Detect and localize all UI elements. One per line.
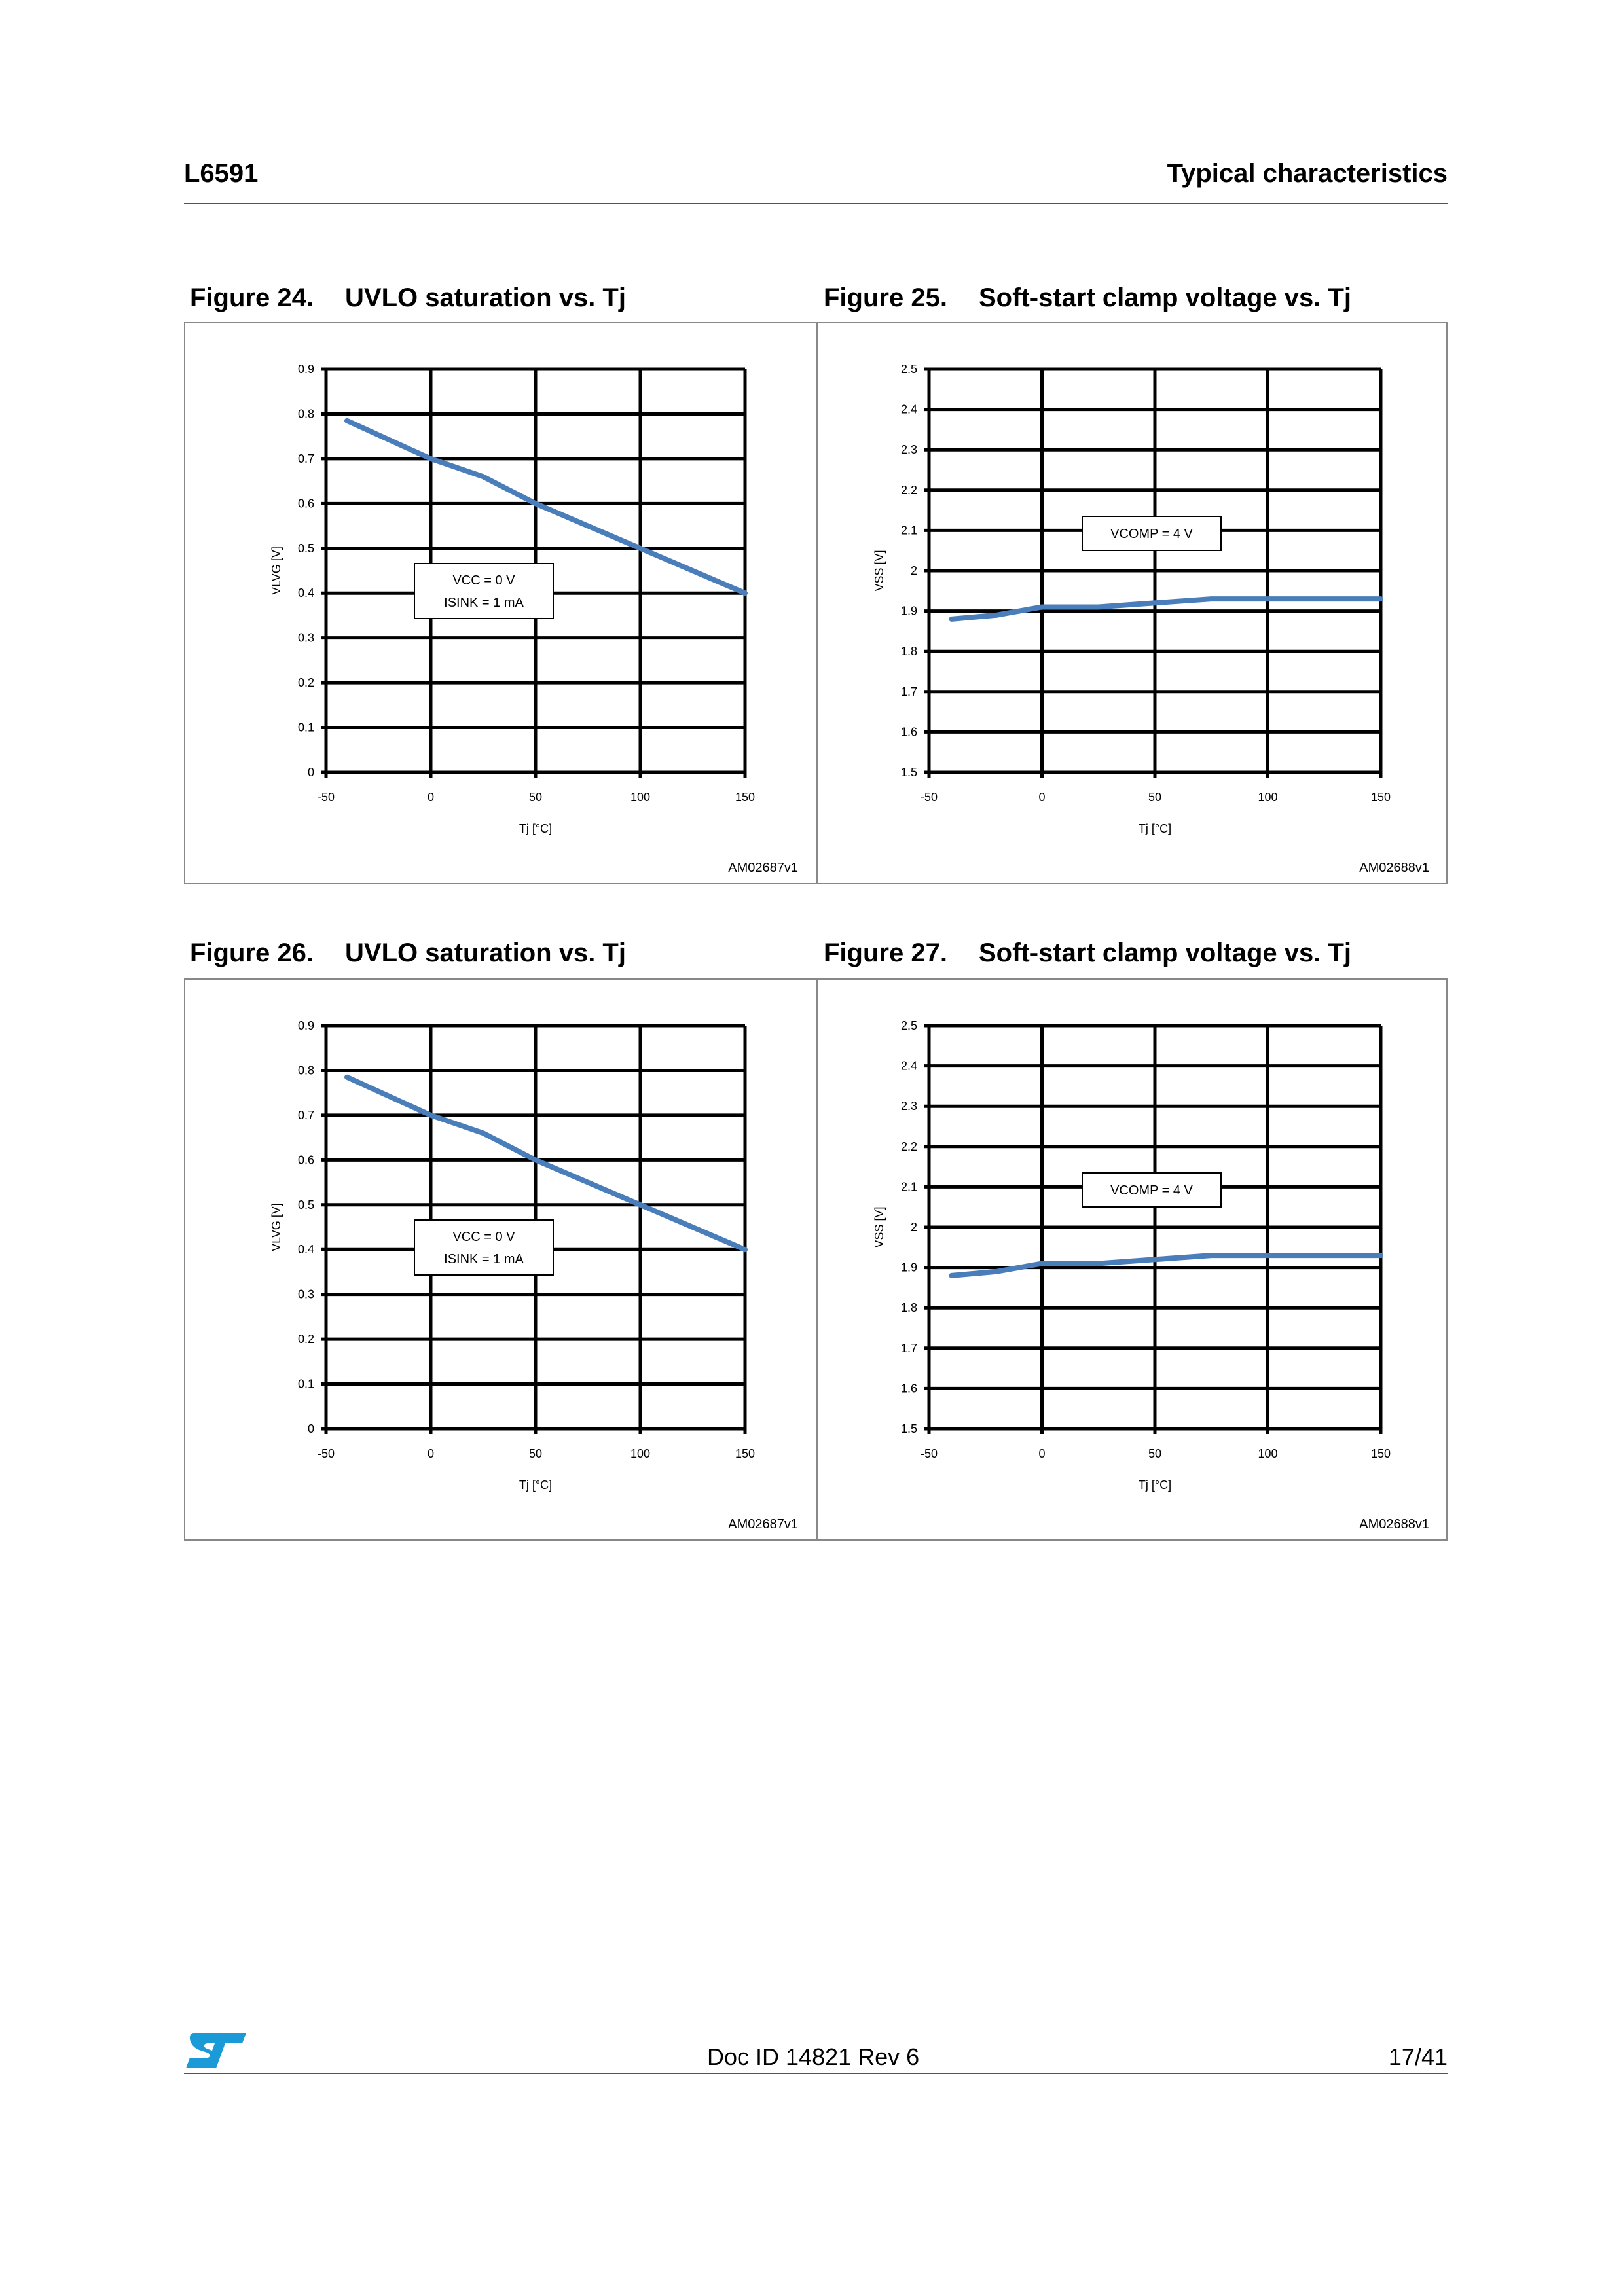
chart-figure-25 xyxy=(818,323,1446,883)
x-axis-label: Tj [°C] xyxy=(519,822,553,835)
y-tick-label: 1.8 xyxy=(900,1301,917,1315)
y-tick-label: 2.1 xyxy=(900,524,917,537)
data-point xyxy=(640,1204,641,1205)
st-logo-icon xyxy=(185,2030,247,2070)
y-tick-label: 0.5 xyxy=(297,1198,314,1211)
series-line xyxy=(952,599,1381,619)
y-tick-label: 2.3 xyxy=(900,1100,917,1113)
y-tick-label: 0.6 xyxy=(297,497,314,511)
y-tick-label: 2.5 xyxy=(900,1019,917,1032)
y-tick-label: 1.8 xyxy=(900,645,917,658)
y-tick-label: 2.3 xyxy=(900,443,917,457)
figure-number: Figure 26. xyxy=(190,939,314,967)
x-axis-label: Tj [°C] xyxy=(1138,1479,1172,1492)
y-tick-label: 0.3 xyxy=(297,1287,314,1301)
annotation-text: VCOMP = 4 V xyxy=(1110,1183,1193,1198)
x-tick-label: 150 xyxy=(1370,791,1391,804)
x-tick-label: 150 xyxy=(1370,1447,1391,1460)
data-point xyxy=(483,476,484,477)
figure-25-title xyxy=(824,283,1351,313)
chart-panel-figure-25 xyxy=(816,322,1448,884)
annotation-text: VCC = 0 V xyxy=(452,1230,515,1244)
data-point xyxy=(1211,599,1212,600)
y-tick-label: 1.7 xyxy=(900,685,917,698)
y-tick-label: 2 xyxy=(910,564,917,577)
y-tick-label: 1.9 xyxy=(900,604,917,618)
data-point xyxy=(1267,599,1268,600)
y-axis-label: VLVG [V] xyxy=(270,547,283,595)
x-tick-label: 0 xyxy=(1038,1447,1046,1460)
footer-rule xyxy=(184,2073,1448,2074)
y-tick-label: 1.7 xyxy=(900,1341,917,1355)
y-tick-label: 2.2 xyxy=(900,1139,917,1153)
data-point xyxy=(951,1275,952,1276)
doc-id: Doc ID 14821 Rev 6 xyxy=(707,2043,920,2070)
figure-24-title xyxy=(190,283,626,313)
x-tick-label: 0 xyxy=(1038,791,1046,804)
chart-figure-26 xyxy=(185,980,816,1539)
y-tick-label: 0.4 xyxy=(297,1243,314,1257)
x-tick-label: 0 xyxy=(427,1447,435,1460)
y-tick-label: 1.6 xyxy=(900,725,917,739)
header-rule xyxy=(184,203,1448,204)
x-tick-label: 100 xyxy=(630,1447,651,1460)
annotation-box xyxy=(414,564,553,619)
chart-figure-24 xyxy=(185,323,816,883)
y-tick-label: 1.9 xyxy=(900,1261,917,1274)
x-tick-label: 150 xyxy=(735,1447,756,1460)
y-tick-label: 0.2 xyxy=(297,1333,314,1346)
y-tick-label: 0.4 xyxy=(297,586,314,600)
figure-number: Figure 25. xyxy=(824,283,947,312)
figure-27-title xyxy=(824,939,1351,968)
x-tick-label: 50 xyxy=(1148,1447,1162,1460)
y-tick-label: 2.4 xyxy=(900,1059,917,1073)
chart-panel-figure-24 xyxy=(184,322,818,884)
y-tick-label: 2.5 xyxy=(900,363,917,376)
y-tick-label: 0.1 xyxy=(297,1377,314,1391)
y-tick-label: 2 xyxy=(910,1221,917,1234)
annotation-box xyxy=(414,1220,553,1275)
y-tick-label: 1.5 xyxy=(900,1422,917,1435)
page-number: 17/41 xyxy=(1388,2043,1448,2070)
x-tick-label: -50 xyxy=(317,1447,335,1460)
y-tick-label: 0.6 xyxy=(297,1153,314,1167)
annotation-text: ISINK = 1 mA xyxy=(444,596,524,610)
y-tick-label: 0 xyxy=(307,1422,314,1435)
annotation-text: VCC = 0 V xyxy=(452,573,515,588)
y-tick-label: 0.2 xyxy=(297,676,314,690)
y-tick-label: 0.9 xyxy=(297,363,314,376)
x-tick-label: -50 xyxy=(920,791,938,804)
figure-26-title xyxy=(190,939,626,968)
data-point xyxy=(745,593,746,594)
chart-panel-figure-27 xyxy=(816,978,1448,1541)
figure-caption: UVLO saturation vs. Tj xyxy=(345,283,626,312)
figure-number: Figure 27. xyxy=(824,939,947,967)
data-point xyxy=(1098,1263,1099,1264)
x-tick-label: 0 xyxy=(427,791,435,804)
doc-part-number: L6591 xyxy=(184,159,259,188)
y-axis-label: VSS [V] xyxy=(873,1206,886,1248)
figure-code: AM02688v1 xyxy=(1359,1517,1429,1532)
section-title: Typical characteristics xyxy=(1167,159,1448,188)
data-point xyxy=(1211,1255,1212,1256)
y-tick-label: 0.7 xyxy=(297,452,314,465)
y-tick-label: 1.6 xyxy=(900,1382,917,1395)
y-tick-label: 0.8 xyxy=(297,1064,314,1077)
chart-figure-27 xyxy=(818,980,1446,1539)
data-point xyxy=(996,1271,997,1272)
y-tick-label: 1.5 xyxy=(900,766,917,779)
figure-code: AM02687v1 xyxy=(728,1517,798,1532)
y-tick-label: 0.5 xyxy=(297,541,314,555)
annotation-text: VCOMP = 4 V xyxy=(1110,527,1193,541)
x-axis-label: Tj [°C] xyxy=(1138,822,1172,835)
figure-code: AM02687v1 xyxy=(728,861,798,875)
figure-caption: Soft-start clamp voltage vs. Tj xyxy=(979,283,1352,312)
y-tick-label: 0.8 xyxy=(297,407,314,421)
series-line xyxy=(952,1255,1381,1276)
data-point xyxy=(347,420,348,421)
x-tick-label: 150 xyxy=(735,791,756,804)
data-point xyxy=(1155,1259,1156,1260)
x-tick-label: 100 xyxy=(1258,1447,1278,1460)
x-tick-label: -50 xyxy=(920,1447,938,1460)
figure-caption: UVLO saturation vs. Tj xyxy=(345,939,626,967)
x-tick-label: 50 xyxy=(528,1447,543,1460)
data-point xyxy=(1267,1255,1268,1256)
chart-panel-figure-26 xyxy=(184,978,818,1541)
y-axis-label: VLVG [V] xyxy=(270,1203,283,1251)
y-tick-label: 0.3 xyxy=(297,631,314,645)
y-tick-label: 0.9 xyxy=(297,1019,314,1032)
x-tick-label: -50 xyxy=(317,791,335,804)
x-tick-label: 100 xyxy=(630,791,651,804)
annotation-text: ISINK = 1 mA xyxy=(444,1252,524,1266)
y-tick-label: 2.4 xyxy=(900,403,917,416)
y-tick-label: 2.2 xyxy=(900,483,917,497)
x-tick-label: 50 xyxy=(1148,791,1162,804)
data-point xyxy=(745,1249,746,1250)
data-point xyxy=(483,1133,484,1134)
y-axis-label: VSS [V] xyxy=(873,550,886,592)
figure-number: Figure 24. xyxy=(190,283,314,312)
figure-caption: Soft-start clamp voltage vs. Tj xyxy=(979,939,1352,967)
y-tick-label: 0.1 xyxy=(297,721,314,734)
x-tick-label: 100 xyxy=(1258,791,1278,804)
y-tick-label: 0 xyxy=(307,766,314,779)
x-axis-label: Tj [°C] xyxy=(519,1479,553,1492)
y-tick-label: 2.1 xyxy=(900,1180,917,1194)
x-tick-label: 50 xyxy=(528,791,543,804)
y-tick-label: 0.7 xyxy=(297,1108,314,1122)
figure-code: AM02688v1 xyxy=(1359,861,1429,875)
